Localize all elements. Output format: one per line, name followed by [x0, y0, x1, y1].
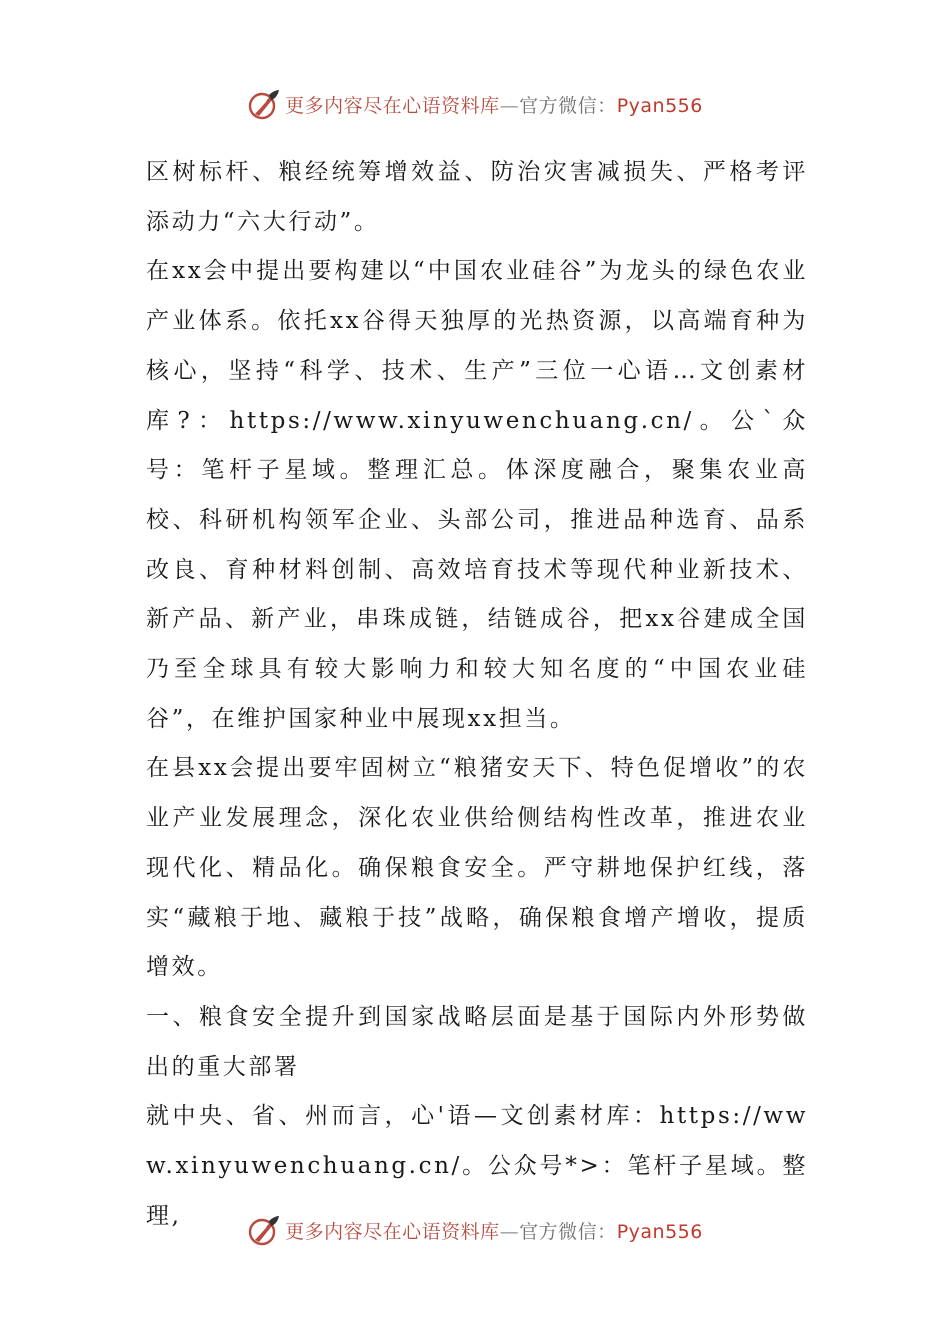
banner-prefix: 更多内容尽在心语资料库	[285, 1220, 500, 1243]
banner-account: Pyan556	[616, 1220, 703, 1243]
banner-wechat-label: 官方微信：	[519, 94, 617, 117]
footer-banner-text	[285, 1217, 703, 1244]
quill-logo-icon	[247, 87, 281, 121]
footer-banner	[0, 1210, 950, 1250]
paragraph: 就中央、省、州而言，心'语—文创素材库：https://www.xinyuwenchuang.cn/。公众号*>：笔杆子星域。整理,	[146, 1103, 808, 1229]
paragraph: 在xx会中提出要构建以“中国农业硅谷”为龙头的绿色农业产业体系。依托xx谷得天独厚的光热资源，以高端育种为核心，坚持“科学、技术、生产”三位一心语…文创素材库?：https://www.xinyuwenchuang.cn/。公`众号：笔杆子星域。整理汇总。体深度融合，聚集农业高校、科研机构领军企业、头部公司，推进品种选育、品系改良、育种材料创制、高效培育技术等现代种业新技术、新产品、新产业，串珠成链，结链成谷，把xx谷建成全国乃至全球具有较大影响力和较大知名度的“中国农业硅谷”，在维护国家种业中展现xx担当。	[146, 258, 808, 732]
header-banner	[0, 84, 950, 124]
banner-prefix: 更多内容尽在心语资料库	[285, 94, 500, 117]
paragraph: 区树标杆、粮经统筹增效益、防治灾害减损失、严格考评添动力“六大行动”。	[146, 159, 808, 235]
banner-wechat-label: 官方微信：	[519, 1220, 617, 1243]
quill-logo-icon	[247, 1213, 281, 1247]
document-body	[146, 148, 808, 1241]
banner-account: Pyan556	[616, 94, 703, 117]
section-heading: 一、粮食安全提升到国家战略层面是基于国际内外形势做出的重大部署	[146, 1003, 808, 1080]
paragraph: 在县xx会提出要牢固树立“粮猪安天下、特色促增收”的农业产业发展理念，深化农业供给侧结构性改革，推进农业现代化、精品化。确保粮食安全。严守耕地保护红线，落实“藏粮于地、藏粮于技”战略，确保粮食增产增收，提质增效。	[146, 755, 808, 981]
header-banner-text	[285, 91, 703, 118]
banner-separator: —	[499, 1220, 520, 1243]
banner-separator: —	[499, 94, 520, 117]
